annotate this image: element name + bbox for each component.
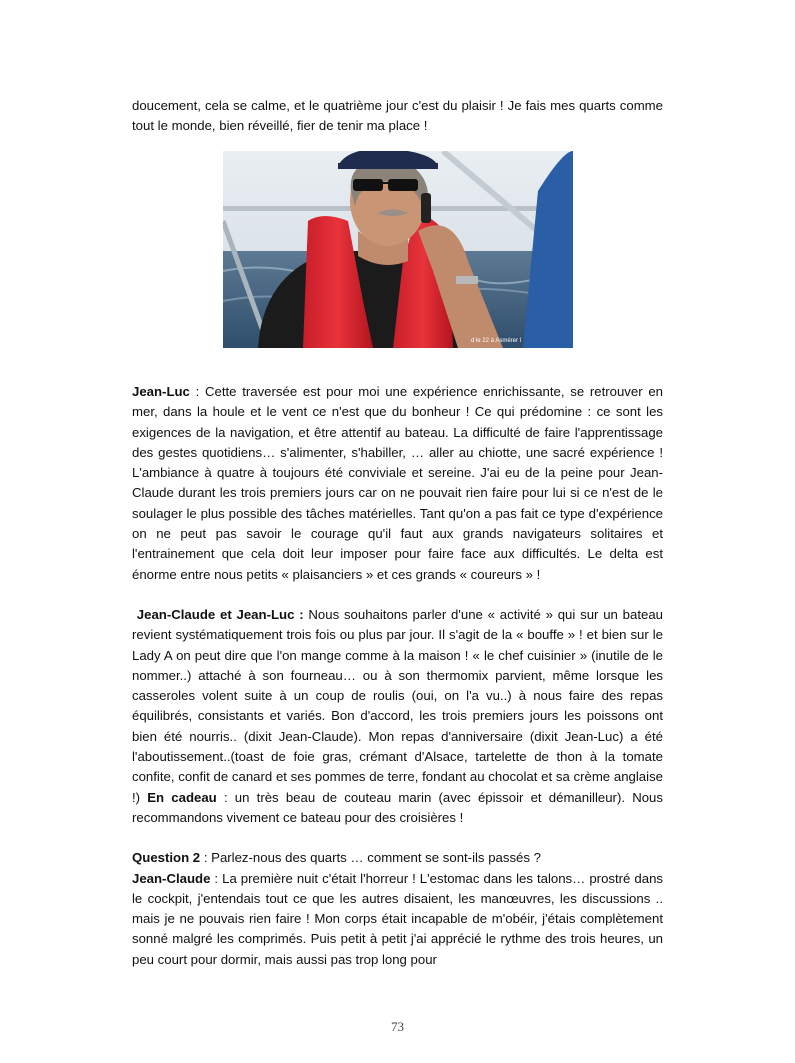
jeanclaude-text: : La première nuit c'était l'horreur ! L'estomac dans les talons… prostré dans le cockpit, j'entendais tout ce que les autres disaient, les manœuvres, les discussions .. mais je ne pouvais rien faire ! Mon corps était incapable de m'obéir, j'étais complètement sonné malgré les comprimés. Puis petit à petit j'ai apprécié le rythme des trois heures, un peu court pour dormir, mais aussi pas trop long pour: [132, 870, 663, 967]
intro-paragraph: doucement, cela se calme, et le quatrième jour c'est du plaisir ! Je fais mes quarts comme tout le monde, bien réveillé, fier de tenir ma place !: [132, 98, 663, 134]
question-paragraph: [132, 848, 663, 868]
jeanluc-text: : Cette traversée est pour moi une expérience enrichissante, se retrouver en mer, dans la houle et le vent ce n'est que du bonheur ! Ce qui prédomine : ce sont les exigences de la navigation, et être attentif au bateau. La difficulté de faire l'apprentissage des gestes quotidiens… s'alimenter, s'habiller, … aller au chiotte, une sacré expérience ! L'ambiance à quatre à toujours été conviviale et sereine. J'ai eu de la peine pour Jean-Claude durant les trois premiers jours car on ne pouvait rien faire pour lui si ce n'est de le soulager le plus possible des tâches matérielles. Tant qu'on a pas fait ce type d'expérience on ne peut pas savoir le courage qu'il faut aux grands navigateurs solitaires et l'entrainement que cela doit leur imposer pour faire face aux difficultés. Le delta est énorme entre nous petits « plaisanciers » et ces grands « coureurs » !: [132, 384, 663, 582]
both-text-1: Nous souhaitons parler d'une « activité » qui sur un bateau revient systématiquement trois fois ou plus par jour. Il s'agit de la « bouffe » ! et bien sur le Lady A on peut dire que l'on mange comme à la maison ! « le chef cuisinier » (inutile de le nommer..) attaché à son fourneau… ou à son thermomix parvient, même lorsque les casseroles volent suite à un coup de roulis (oui, on l'a vu..) à nous faire des repas équilibrés, consistants et variés. Bon d'accord, les trois premiers jours les poissons ont bien été nourris.. (dixit Jean-Claude). Mon repas d'anniversaire (dixit Jean-Luc) a été l'aboutissement..(toast de foie gras, crémant d'Alsace, tartelette de thon à la tomate confite, confit de canard et ses pommes de terre, fondant au chocolat et sa crème anglaise !): [132, 606, 664, 805]
intro-block: [132, 96, 663, 137]
both-text-2: : un très beau de couteau marin (avec épissoir et démanilleur). Nous recommandons vivement ce bateau pour des croisières !: [132, 789, 663, 825]
speaker-jeanclaude: Jean-Claude: [132, 870, 211, 886]
photo-caption: d le 22 à Asmérer l: [470, 338, 521, 344]
sailor-photo: [223, 151, 573, 348]
jeanclaude-paragraph: [132, 869, 663, 970]
question-text: : Parlez-nous des quarts … comment se sont-ils passés ?: [200, 850, 541, 866]
main-text: [132, 382, 663, 970]
highlight-cadeau: En cadeau: [147, 789, 217, 805]
jeanluc-paragraph: [132, 382, 663, 585]
page-number: 73: [391, 1019, 404, 1034]
speaker-both: Jean-Claude et Jean-Luc :: [136, 606, 304, 622]
question-label: Question 2: [132, 850, 201, 866]
both-paragraph: [132, 605, 663, 828]
speaker-jeanluc: Jean-Luc: [132, 384, 190, 399]
photo-illustration: [223, 151, 573, 348]
